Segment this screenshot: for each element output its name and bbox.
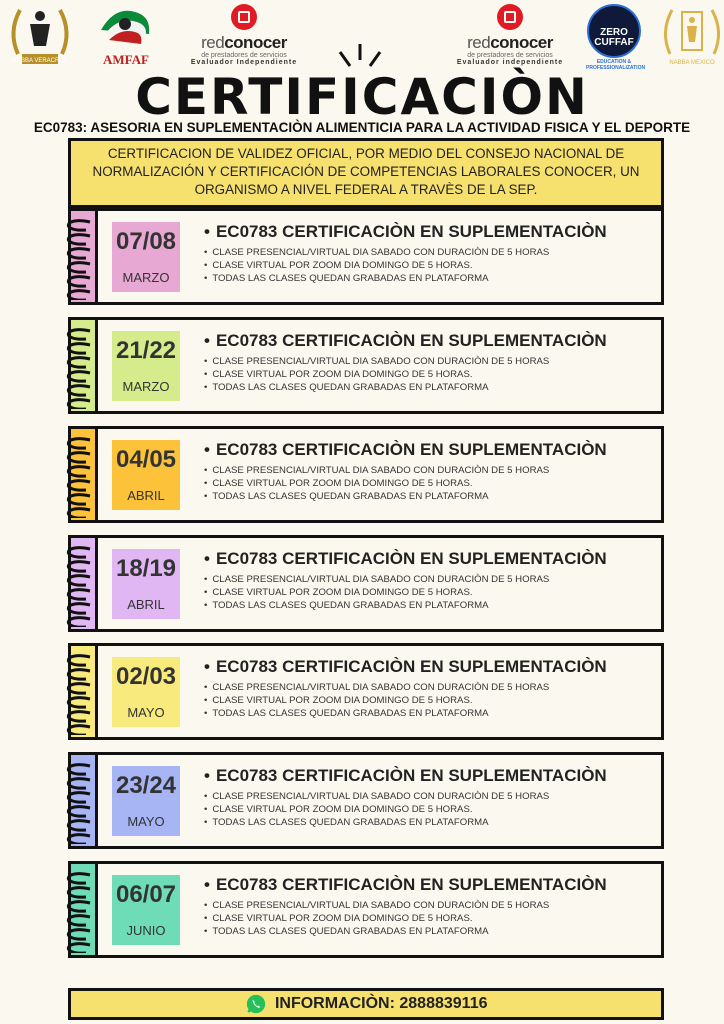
laurel-icon [654,2,724,72]
card-items [204,573,654,612]
card-item: • TODAS LAS CLASES QUEDAN GRABADAS EN PLATAFORMA [204,599,654,612]
intro-banner: CERTIFICACION DE VALIDEZ OFICIAL, POR MEDIO DEL CONSEJO NACIONAL DE NORMALIZACIÓN Y CERTIFICACIÓN DE COMPETENCIAS LABORALES CONOCER, UN ORGANISMO A NIVEL FEDERAL A TRAVÈS DE LA SEP. [68,138,664,208]
card-month: MARZO [122,379,170,394]
card-item: • TODAS LAS CLASES QUEDAN GRABADAS EN PLATAFORMA [204,707,654,720]
card-heading: • EC0783 CERTIFICACIÒN EN SUPLEMENTACIÒN [204,657,654,677]
card-month: MAYO [127,814,165,829]
spiral-binding-icon [56,323,100,409]
card-info [204,657,654,720]
spiral-binding-icon [56,432,100,518]
card-item: • CLASE PRESENCIAL/VIRTUAL DIA SABADO CON DURACIÒN DE 5 HORAS [204,681,654,694]
card-info [204,549,654,612]
page-subtitle: EC0783: ASESORIA EN SUPLEMENTACIÒN ALIMENTICIA PARA LA ACTIVIDAD FISICA Y EL DEPORTE [33,120,691,135]
card-items [204,246,654,285]
nabba-veracruz-logo [2,2,78,72]
card-info [204,875,654,938]
red-conocer-icon [231,4,257,30]
red-conocer-icon [497,4,523,30]
date-box [112,875,180,945]
spiral-binding-icon [56,867,100,953]
card-item: • TODAS LAS CLASES QUEDAN GRABADAS EN PLATAFORMA [204,381,654,394]
schedule-card-5 [68,643,664,740]
card-heading: • EC0783 CERTIFICACIÒN EN SUPLEMENTACIÒN [204,440,654,460]
card-items [204,899,654,938]
svg-text:NABBA VERACRUZ: NABBA VERACRUZ [12,58,68,64]
info-footer [68,988,664,1020]
card-item: • TODAS LAS CLASES QUEDAN GRABADAS EN PLATAFORMA [204,490,654,503]
card-month: ABRIL [127,488,165,503]
card-items [204,681,654,720]
card-item: • TODAS LAS CLASES QUEDAN GRABADAS EN PLATAFORMA [204,925,654,938]
card-month: MAYO [127,705,165,720]
card-item: • CLASE PRESENCIAL/VIRTUAL DIA SABADO CON DURACIÒN DE 5 HORAS [204,464,654,477]
date-box [112,657,180,727]
card-date: 18/19 [115,555,177,582]
card-month: MARZO [122,270,170,285]
card-heading: • EC0783 CERTIFICACIÒN EN SUPLEMENTACIÒN [204,549,654,569]
card-item: • CLASE PRESENCIAL/VIRTUAL DIA SABADO CON DURACIÒN DE 5 HORAS [204,246,654,259]
schedule-card-7 [68,861,664,958]
red-conocer-logo-2: redconocer de prestadores de servicios Evaluador independiente [450,4,570,68]
laurel-icon [2,2,78,72]
card-date: 02/03 [115,663,177,690]
svg-text:NABBA MEXICO: NABBA MEXICO [669,60,715,66]
card-item: • CLASE VIRTUAL POR ZOOM DIA DOMINGO DE 5 HORAS. [204,803,654,816]
schedule-card-3 [68,426,664,523]
card-item: • CLASE VIRTUAL POR ZOOM DIA DOMINGO DE 5 HORAS. [204,368,654,381]
date-box [112,766,180,836]
card-date: 21/22 [115,337,177,364]
red-conocer-logo-1: redconocer de prestadores de servicios Evaluador Independiente [184,4,304,68]
card-item: • TODAS LAS CLASES QUEDAN GRABADAS EN PLATAFORMA [204,816,654,829]
card-date: 06/07 [115,881,177,908]
date-box [112,549,180,619]
mexico-flag-icon [95,2,157,52]
page-title: CERTIFICACIÒN [135,68,589,126]
card-info [204,331,654,394]
spiral-binding-icon [56,214,100,300]
card-date: 04/05 [115,446,177,473]
card-items [204,790,654,829]
whatsapp-icon [245,993,267,1015]
panther-icon: ZERO CUFFAF [587,4,641,58]
card-item: • CLASE PRESENCIAL/VIRTUAL DIA SABADO CON DURACIÒN DE 5 HORAS [204,790,654,803]
zero-cuffaf-logo: ZERO CUFFAF EDUCATION & PROFESSIONALIZATION [586,4,642,70]
card-item: • CLASE VIRTUAL POR ZOOM DIA DOMINGO DE 5 HORAS. [204,259,654,272]
card-info [204,222,654,285]
nabba-mexico-logo [654,2,724,72]
card-items [204,355,654,394]
card-info [204,766,654,829]
card-month: ABRIL [127,597,165,612]
card-heading: • EC0783 CERTIFICACIÒN EN SUPLEMENTACIÒN [204,766,654,786]
card-item: • CLASE VIRTUAL POR ZOOM DIA DOMINGO DE 5 HORAS. [204,694,654,707]
card-heading: • EC0783 CERTIFICACIÒN EN SUPLEMENTACIÒN [204,222,654,242]
card-month: JUNIO [126,923,166,938]
schedule-card-2 [68,317,664,414]
card-items [204,464,654,503]
card-item: • CLASE PRESENCIAL/VIRTUAL DIA SABADO CON DURACIÒN DE 5 HORAS [204,899,654,912]
card-item: • CLASE PRESENCIAL/VIRTUAL DIA SABADO CON DURACIÒN DE 5 HORAS [204,355,654,368]
schedule-card-4 [68,535,664,632]
schedule-card-1 [68,208,664,305]
spiral-binding-icon [56,541,100,627]
card-item: • CLASE PRESENCIAL/VIRTUAL DIA SABADO CON DURACIÒN DE 5 HORAS [204,573,654,586]
card-heading: • EC0783 CERTIFICACIÒN EN SUPLEMENTACIÒN [204,331,654,351]
date-box [112,222,180,292]
spiral-binding-icon [56,649,100,735]
card-date: 23/24 [115,772,177,799]
date-box [112,331,180,401]
card-info [204,440,654,503]
card-item: • CLASE VIRTUAL POR ZOOM DIA DOMINGO DE 5 HORAS. [204,586,654,599]
amfaf-logo: AMFAF [95,2,157,68]
info-phone: INFORMACIÒN: 2888839116 [274,995,488,1012]
date-box [112,440,180,510]
card-date: 07/08 [115,228,177,255]
card-item: • CLASE VIRTUAL POR ZOOM DIA DOMINGO DE 5 HORAS. [204,912,654,925]
card-item: • CLASE VIRTUAL POR ZOOM DIA DOMINGO DE 5 HORAS. [204,477,654,490]
schedule-card-6 [68,752,664,849]
card-item: • TODAS LAS CLASES QUEDAN GRABADAS EN PLATAFORMA [204,272,654,285]
card-heading: • EC0783 CERTIFICACIÒN EN SUPLEMENTACIÒN [204,875,654,895]
spiral-binding-icon [56,758,100,844]
